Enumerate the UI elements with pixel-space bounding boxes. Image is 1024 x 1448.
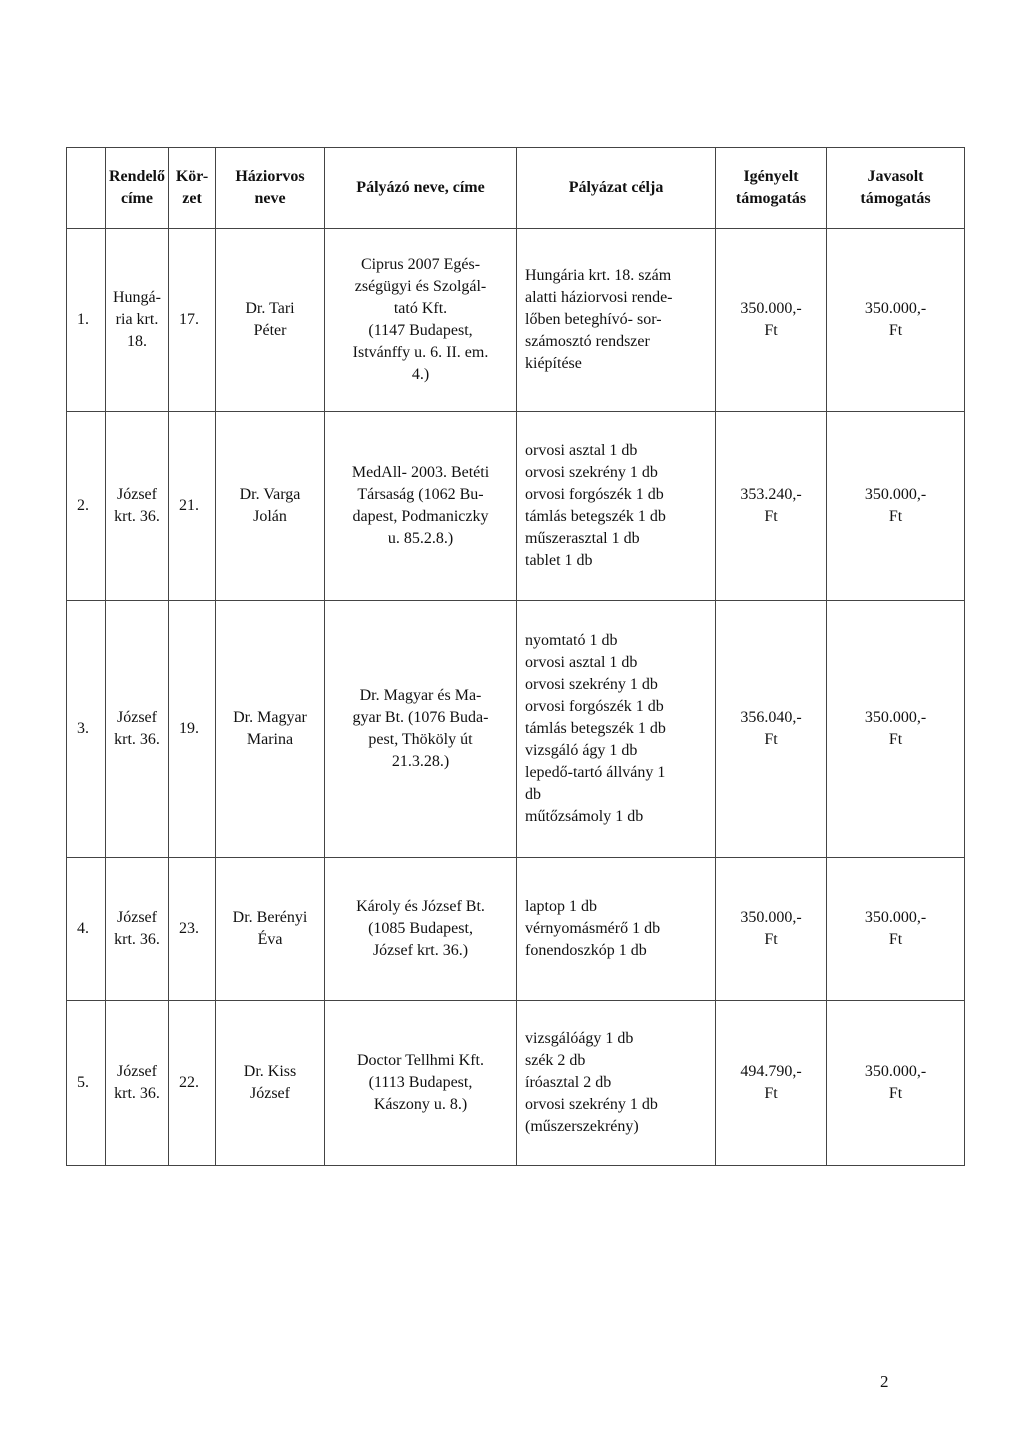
table-row [67, 412, 965, 601]
palyazo-cell: Dr. Magyar és Ma- gyar Bt. (1076 Buda- pest, Thököly út 21.3.28.) [325, 601, 517, 858]
cel-cell: laptop 1 db vérnyomásmérő 1 db fonendoszkóp 1 db [517, 858, 716, 1001]
rendelo-cell: József krt. 36. [106, 412, 169, 601]
header-palyazo: Pályázó neve, címe [325, 148, 517, 229]
table-row [67, 229, 965, 412]
rendelo-cell: József krt. 36. [106, 858, 169, 1001]
rendelo-cell: Hungá- ria krt. 18. [106, 229, 169, 412]
korzet-cell: 22. [169, 1001, 216, 1166]
orvos-cell: Dr. Kiss József [216, 1001, 325, 1166]
table-row [67, 858, 965, 1001]
row-number: 1. [67, 229, 106, 412]
header-igenyelt: Igényelt támogatás [716, 148, 827, 229]
table-row [67, 601, 965, 858]
rendelo-cell: József krt. 36. [106, 1001, 169, 1166]
rendelo-cell: József krt. 36. [106, 601, 169, 858]
row-number: 5. [67, 1001, 106, 1166]
orvos-cell: Dr. Tari Péter [216, 229, 325, 412]
igenyelt-cell: 494.790,- Ft [716, 1001, 827, 1166]
korzet-cell: 21. [169, 412, 216, 601]
cel-cell: vizsgálóágy 1 db szék 2 db íróasztal 2 db orvosi szekrény 1 db (műszerszekrény) [517, 1001, 716, 1166]
javasolt-cell: 350.000,- Ft [827, 1001, 965, 1166]
page-number: 2 [880, 1372, 889, 1391]
korzet-cell: 23. [169, 858, 216, 1001]
header-javasolt: Javasolt támogatás [827, 148, 965, 229]
header-korzet: Kör- zet [169, 148, 216, 229]
cel-cell: nyomtató 1 db orvosi asztal 1 db orvosi szekrény 1 db orvosi forgószék 1 db támlás betegszék 1 db vizsgáló ágy 1 db lepedő-tartó állvány 1 db műtőzsámoly 1 db [517, 601, 716, 858]
orvos-cell: Dr. Varga Jolán [216, 412, 325, 601]
row-number: 2. [67, 412, 106, 601]
javasolt-cell: 350.000,- Ft [827, 229, 965, 412]
igenyelt-cell: 350.000,- Ft [716, 229, 827, 412]
palyazo-cell: Ciprus 2007 Egés- zségügyi és Szolgál- tató Kft. (1147 Budapest, Istvánffy u. 6. II. em. 4.) [325, 229, 517, 412]
header-rendelo: Rendelő címe [106, 148, 169, 229]
grant-table [66, 147, 965, 1166]
igenyelt-cell: 350.000,- Ft [716, 858, 827, 1001]
palyazo-cell: MedAll- 2003. Betéti Társaság (1062 Bu- dapest, Podmaniczky u. 85.2.8.) [325, 412, 517, 601]
palyazo-cell: Károly és József Bt. (1085 Budapest, József krt. 36.) [325, 858, 517, 1001]
table-row [67, 1001, 965, 1166]
row-number: 3. [67, 601, 106, 858]
header-num [67, 148, 106, 229]
igenyelt-cell: 353.240,- Ft [716, 412, 827, 601]
cel-cell: Hungária krt. 18. szám alatti háziorvosi rende- lőben beteghívó- sor- számosztó rendszer kiépítése [517, 229, 716, 412]
cel-cell: orvosi asztal 1 db orvosi szekrény 1 db orvosi forgószék 1 db támlás betegszék 1 db műszerasztal 1 db tablet 1 db [517, 412, 716, 601]
korzet-cell: 19. [169, 601, 216, 858]
orvos-cell: Dr. Berényi Éva [216, 858, 325, 1001]
korzet-cell: 17. [169, 229, 216, 412]
orvos-cell: Dr. Magyar Marina [216, 601, 325, 858]
row-number: 4. [67, 858, 106, 1001]
header-cel: Pályázat célja [517, 148, 716, 229]
palyazo-cell: Doctor Tellhmi Kft. (1113 Budapest, Kászony u. 8.) [325, 1001, 517, 1166]
javasolt-cell: 350.000,- Ft [827, 412, 965, 601]
igenyelt-cell: 356.040,- Ft [716, 601, 827, 858]
header-haziorvos: Háziorvos neve [216, 148, 325, 229]
header-row [67, 148, 965, 229]
javasolt-cell: 350.000,- Ft [827, 858, 965, 1001]
javasolt-cell: 350.000,- Ft [827, 601, 965, 858]
